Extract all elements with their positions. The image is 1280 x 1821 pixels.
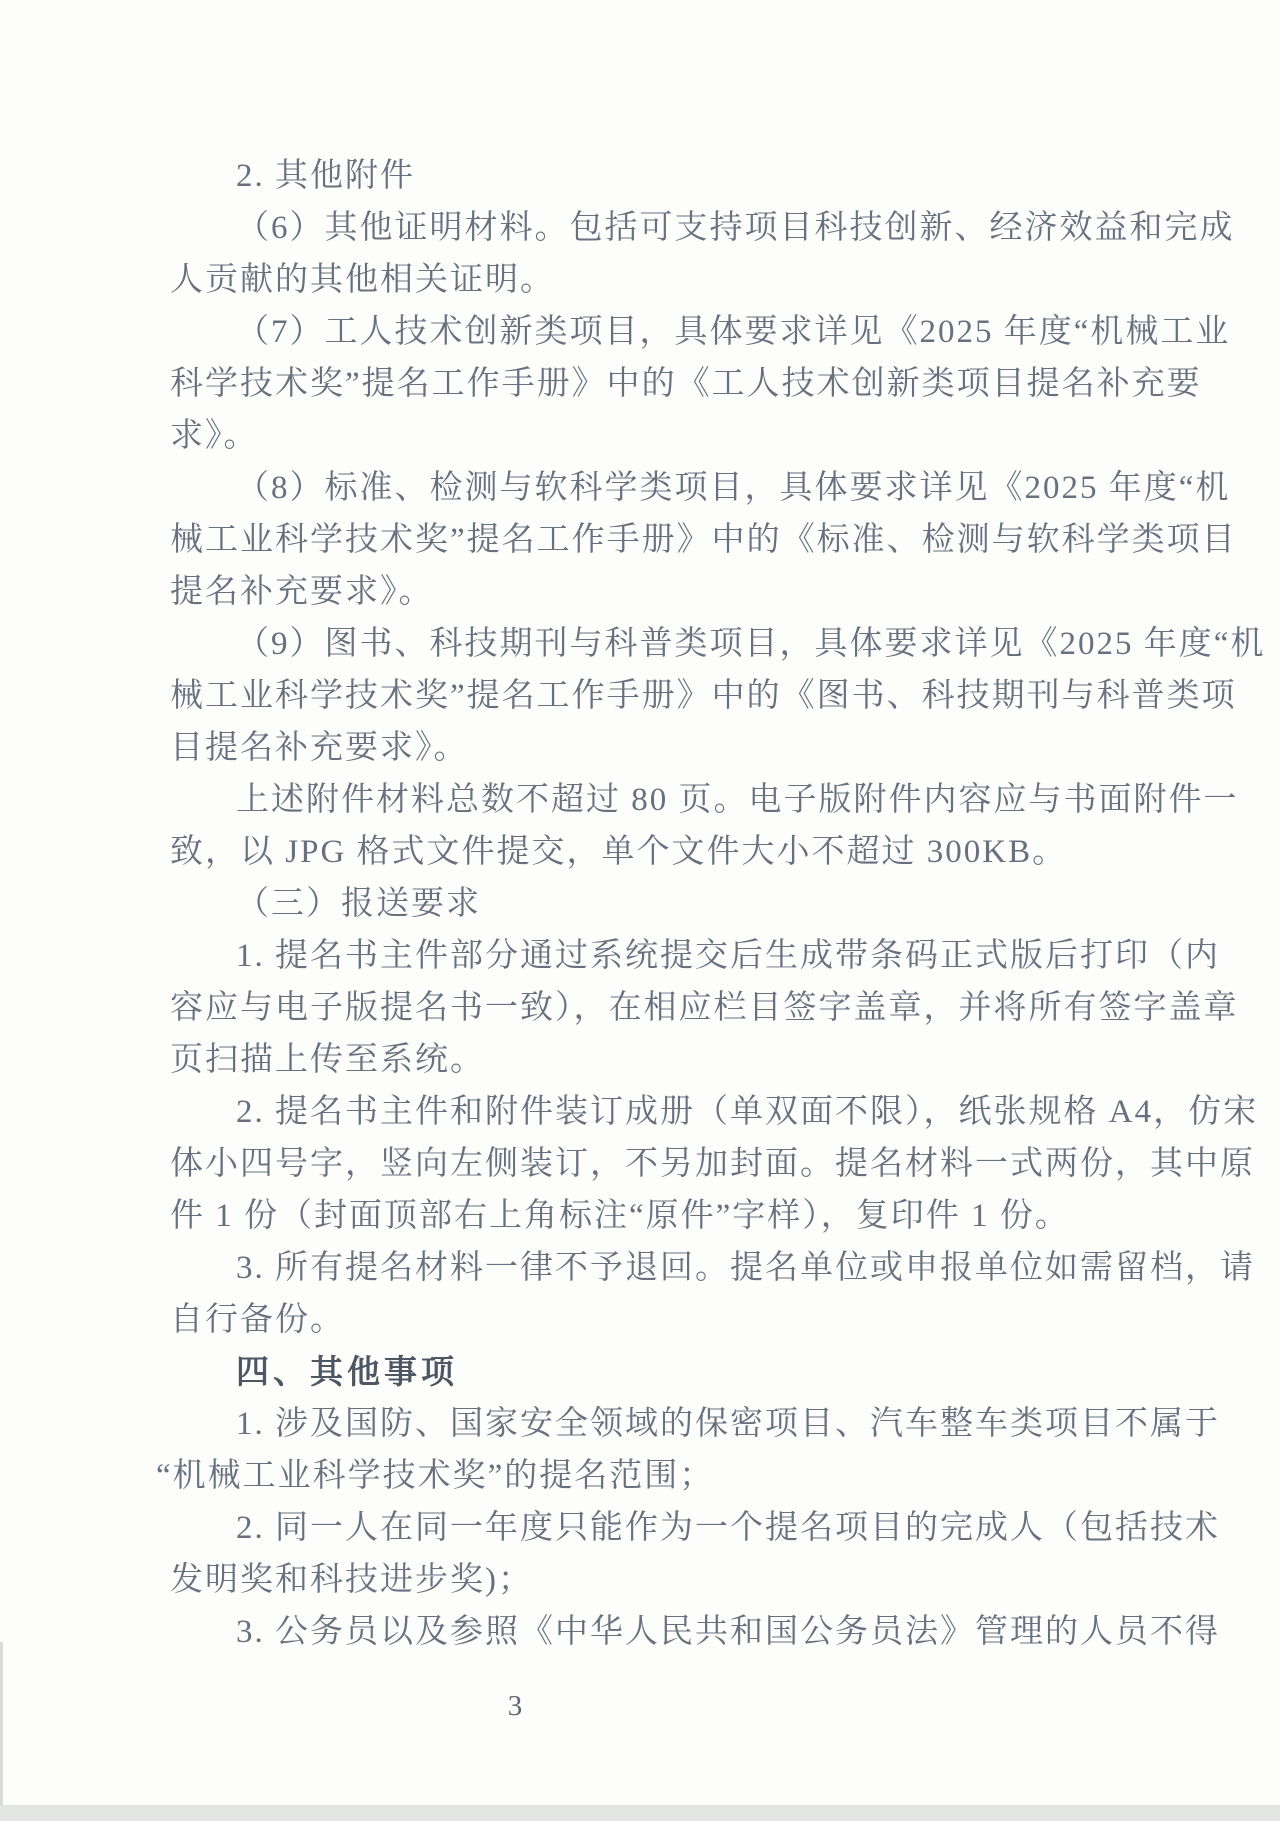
text-line: 械工业科学技术奖”提名工作手册》中的《图书、科技期刊与科普类项 [170, 678, 1237, 714]
text-line: 容应与电子版提名书一致），在相应栏目签字盖章，并将所有签字盖章 [170, 990, 1239, 1026]
scan-left-edge-artifact [0, 1642, 3, 1805]
text-line: 体小四号字，竖向左侧装订，不另加封面。提名材料一式两份，其中原 [170, 1146, 1255, 1182]
text-line: 1. 提名书主件部分通过系统提交后生成带条码正式版后打印（内 [236, 938, 1220, 974]
text-line: 目提名补充要求》。 [170, 730, 469, 766]
text-line: （9）图书、科技期刊与科普类项目，具体要求详见《2025 年度“机 [236, 626, 1266, 662]
text-line: 发明奖和科技进步奖)； [170, 1562, 533, 1598]
text-line: 人贡献的其他相关证明。 [170, 262, 555, 298]
text-line: （8）标准、检测与软科学类项目，具体要求详见《2025 年度“机 [236, 470, 1231, 506]
text-line: 求》。 [170, 418, 259, 454]
text-line: 械工业科学技术奖”提名工作手册》中的《标准、检测与软科学类项目 [170, 522, 1237, 558]
text-line: 3. 所有提名材料一律不予退回。提名单位或申报单位如需留档，请 [236, 1250, 1255, 1286]
text-line: （7）工人技术创新类项目，具体要求详见《2025 年度“机械工业 [236, 314, 1231, 350]
text-line: “机械工业科学技术奖”的提名范围； [156, 1458, 715, 1494]
document-body [156, 150, 1266, 1658]
text-line: 件 1 份（封面顶部右上角标注“原件”字样），复印件 1 份。 [170, 1198, 1070, 1234]
text-line: 2. 提名书主件和附件装订成册（单双面不限），纸张规格 A4，仿宋 [236, 1094, 1259, 1130]
scan-bottom-edge [0, 1805, 1280, 1821]
section-heading: 四、其他事项 [236, 1353, 458, 1390]
text-line: 致，以 JPG 格式文件提交，单个文件大小不超过 300KB。 [170, 834, 1068, 870]
text-line: 1. 涉及国防、国家安全领域的保密项目、汽车整车类项目不属于 [236, 1406, 1220, 1442]
text-line: 上述附件材料总数不超过 80 页。电子版附件内容应与书面附件一 [236, 782, 1239, 818]
text-line: 自行备份。 [170, 1302, 345, 1338]
text-line: 3. 公务员以及参照《中华人民共和国公务员法》管理的人员不得 [236, 1614, 1220, 1650]
text-line: 2. 同一人在同一年度只能作为一个提名项目的完成人（包括技术 [236, 1510, 1220, 1546]
text-line: 2. 其他附件 [236, 158, 415, 194]
text-line: （6）其他证明材料。包括可支持项目科技创新、经济效益和完成 [236, 210, 1235, 246]
page-number: 3 [507, 1690, 523, 1722]
text-line: 科学技术奖”提名工作手册》中的《工人技术创新类项目提名补充要 [170, 366, 1202, 402]
text-line: 提名补充要求》。 [170, 574, 434, 610]
text-line: 页扫描上传至系统。 [170, 1042, 485, 1078]
text-line: （三）报送要求 [236, 886, 481, 922]
